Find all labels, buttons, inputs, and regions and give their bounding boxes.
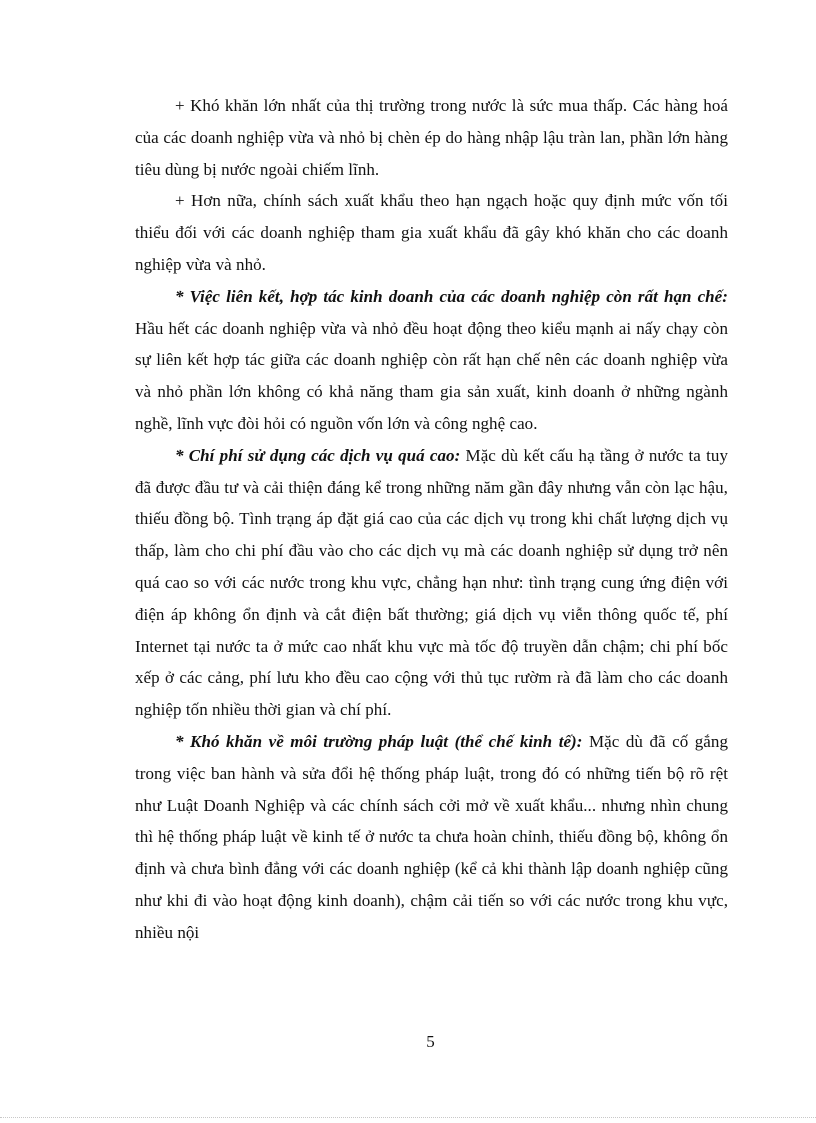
page-number: 5 <box>426 1032 435 1051</box>
paragraph-heading: * Khó khăn về môi trường pháp luật (thể chế kinh tế): <box>175 731 583 751</box>
paragraph-text: Hầu hết các doanh nghiệp vừa và nhỏ đều hoạt động theo kiểu mạnh ai nấy chạy còn sự liên kết hợp tác giữa các doanh nghiệp còn rất hạn chế nên các doanh nghiệp vừa và nhỏ phần lớn không có khả năng tham gia sản xuất, kinh doanh ở những ngành nghề, lĩnh vực đòi hỏi có nguồn vốn lớn và công nghệ cao. <box>135 318 728 433</box>
paragraph-service-costs <box>135 440 728 726</box>
paragraph-legal-environment <box>135 726 728 949</box>
paragraph-heading: * Việc liên kết, hợp tác kinh doanh của các doanh nghiệp còn rất hạn chế: <box>175 286 728 306</box>
paragraph-text: Mặc dù đã cố gắng trong việc ban hành và sửa đổi hệ thống pháp luật, trong đó có những tiến bộ rõ rệt như Luật Doanh Nghiệp và các chính sách cởi mở về xuất khẩu... nhưng nhìn chung thì hệ thống pháp luật về kinh tế ở nước ta chưa hoàn chỉnh, thiếu đồng bộ, không ổn định và chưa bình đẳng với các doanh nghiệp (kể cả khi thành lập doanh nghiệp cũng như khi đi vào hoạt động kinh doanh), chậm cải tiến so với các nước trong khu vực, nhiều nội <box>135 731 728 942</box>
document-body <box>135 90 728 949</box>
paragraph-business-cooperation <box>135 281 728 440</box>
paragraph-heading: * Chí phí sử dụng các dịch vụ quá cao: <box>175 445 461 465</box>
paragraph-text: + Hơn nữa, chính sách xuất khẩu theo hạn ngạch hoặc quy định mức vốn tối thiểu đối với các doanh nghiệp tham gia xuất khẩu đã gây khó khăn cho các doanh nghiệp vừa và nhỏ. <box>135 191 728 274</box>
paragraph-domestic-market <box>135 90 728 185</box>
paragraph-text: Mặc dù kết cấu hạ tầng ở nước ta tuy đã được đầu tư và cải thiện đáng kể trong những năm gần đây nhưng vẫn còn lạc hậu, thiếu đồng bộ. Tình trạng áp đặt giá cao của các dịch vụ trong khi chất lượng dịch vụ thấp, làm cho chi phí đầu vào cho các dịch vụ mà các doanh nghiệp sử dụng trở nên quá cao so với các nước trong khu vực, chẳng hạn như: tình trạng cung ứng điện với điện áp không ổn định và cắt điện bất thường; giá dịch vụ viễn thông quốc tế, phí Internet tại nước ta ở mức cao nhất khu vực mà tốc độ truyền dẫn chậm; chi phí bốc xếp ở các cảng, phí lưu kho đều cao cộng với thủ tục rườm rà đã làm cho các doanh nghiệp tốn nhiều thời gian và chí phí. <box>135 445 728 720</box>
paragraph-text: + Khó khăn lớn nhất của thị trường trong nước là sức mua thấp. Các hàng hoá của các doanh nghiệp vừa và nhỏ bị chèn ép do hàng nhập lậu tràn lan, phần lớn hàng tiêu dùng bị nước ngoài chiếm lĩnh. <box>135 96 728 179</box>
paragraph-export-policy <box>135 185 728 280</box>
page-bottom-divider <box>0 1117 816 1118</box>
